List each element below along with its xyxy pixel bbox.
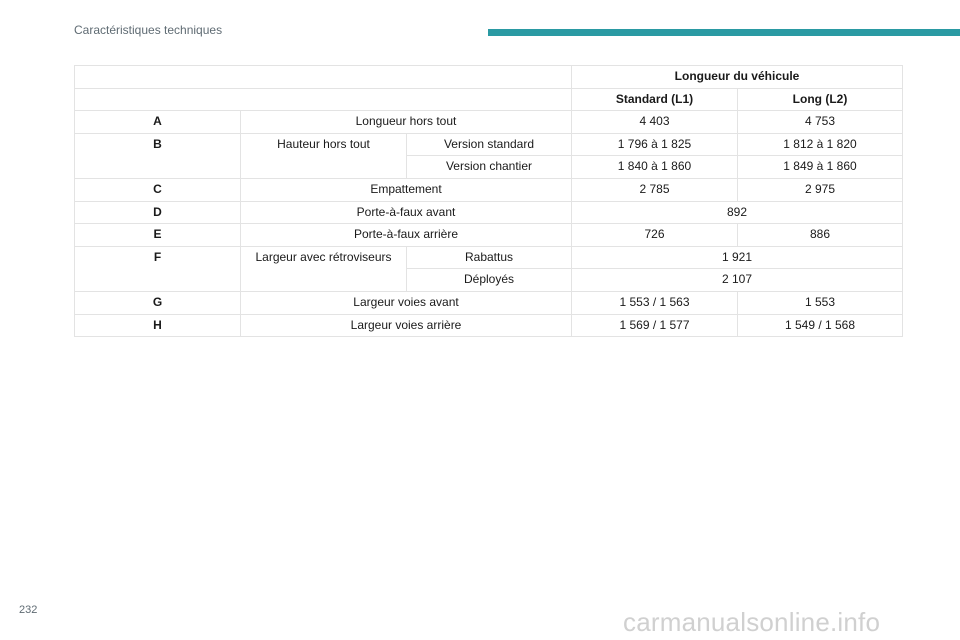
row-code: E (75, 224, 241, 247)
table-row (75, 246, 903, 269)
section-title: Caractéristiques techniques (74, 23, 223, 37)
vehicle-length-header: Longueur du véhicule (572, 66, 903, 89)
row-code: F (75, 246, 241, 291)
table-row (75, 314, 903, 337)
section-accent-bar (488, 29, 960, 36)
blank-subheader-cell (75, 88, 572, 111)
blank-header-cell (75, 66, 572, 89)
col-long-l2: Long (L2) (738, 88, 903, 111)
row-label: Largeur voies avant (241, 291, 572, 314)
row-code: G (75, 291, 241, 314)
row-sublabel: Version chantier (407, 156, 572, 179)
table-header-row (75, 66, 903, 89)
value-l2: 1 553 (738, 291, 903, 314)
table-row (75, 291, 903, 314)
value-l1: 1 796 à 1 825 (572, 133, 738, 156)
row-label: Longueur hors tout (241, 111, 572, 134)
value-l2: 1 849 à 1 860 (738, 156, 903, 179)
table-subheader-row (75, 88, 903, 111)
row-label: Largeur avec rétroviseurs (241, 246, 407, 291)
value-l1: 1 840 à 1 860 (572, 156, 738, 179)
table-row (75, 133, 903, 156)
table-row (75, 224, 903, 247)
value-l1: 2 785 (572, 178, 738, 201)
value-l1: 4 403 (572, 111, 738, 134)
dimensions-table (74, 65, 903, 337)
value-l2: 2 975 (738, 178, 903, 201)
row-label: Hauteur hors tout (241, 133, 407, 178)
row-sublabel: Déployés (407, 269, 572, 292)
watermark: carmanualsonline.info (623, 607, 881, 637)
row-label: Porte-à-faux avant (241, 201, 572, 224)
row-label: Porte-à-faux arrière (241, 224, 572, 247)
row-label: Largeur voies arrière (241, 314, 572, 337)
page-number: 232 (19, 604, 38, 616)
row-sublabel: Version standard (407, 133, 572, 156)
value-l1: 726 (572, 224, 738, 247)
value-l2: 4 753 (738, 111, 903, 134)
row-code: C (75, 178, 241, 201)
value-both: 892 (572, 201, 903, 224)
value-l1: 1 569 / 1 577 (572, 314, 738, 337)
value-l2: 1 549 / 1 568 (738, 314, 903, 337)
row-code: A (75, 111, 241, 134)
value-l2: 886 (738, 224, 903, 247)
row-sublabel: Rabattus (407, 246, 572, 269)
row-label: Empattement (241, 178, 572, 201)
row-code: H (75, 314, 241, 337)
value-both: 2 107 (572, 269, 903, 292)
row-code: D (75, 201, 241, 224)
value-l1: 1 553 / 1 563 (572, 291, 738, 314)
table-row (75, 201, 903, 224)
col-standard-l1: Standard (L1) (572, 88, 738, 111)
value-both: 1 921 (572, 246, 903, 269)
table-row (75, 111, 903, 134)
table-row (75, 178, 903, 201)
value-l2: 1 812 à 1 820 (738, 133, 903, 156)
row-code: B (75, 133, 241, 178)
